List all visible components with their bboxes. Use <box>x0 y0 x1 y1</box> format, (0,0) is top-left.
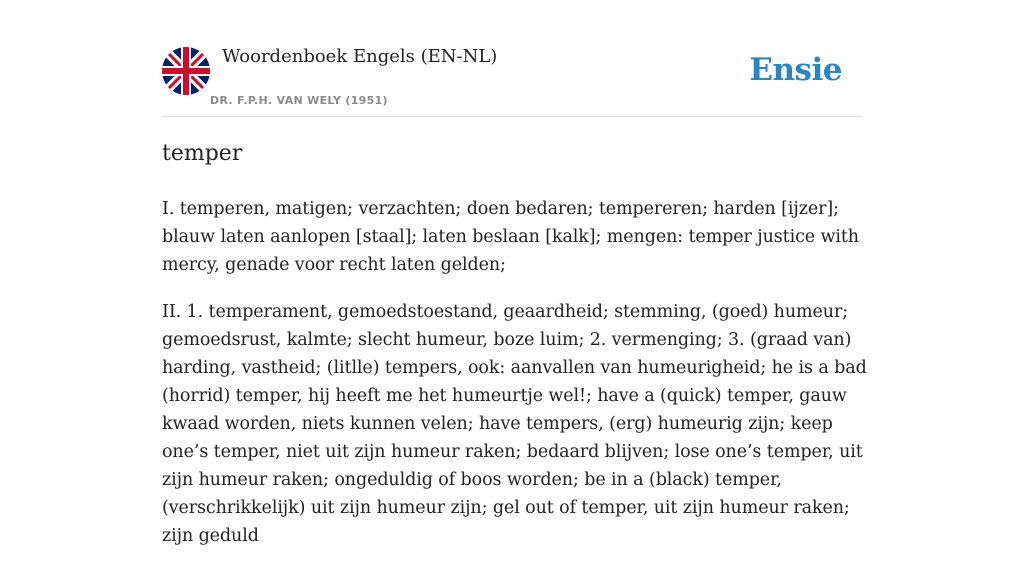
uk-flag-icon <box>162 47 210 95</box>
dictionary-header <box>162 44 862 117</box>
dictionary-title[interactable]: Woordenboek Engels (EN-NL) <box>222 46 498 67</box>
ensie-logo-link[interactable]: Ensie <box>749 52 842 88</box>
entry-headword: temper <box>162 141 243 166</box>
entry-content <box>162 138 872 569</box>
definition-paragraph: II. 1. temperament, gemoedstoestand, geaardheid; stemming, (goed) humeur; gemoedsrust, kalmte; slecht humeur, boze luim; 2. vermenging; 3. (graad van) harding, vastheid; (litlle) tempers, ook: aanvallen van humeurigheid; he is a bad (horrid) temper, hij heeft me het humeurtje wel!; have a (quick) temper, gauw kwaad worden, niets kunnen velen; have tempers, (erg) humeurig zijn; keep one’s temper, niet uit zijn humeur raken; bedaard blijven; lose one’s temper, uit zijn humeur raken; ongeduldig of boos worden; be in a (black) temper, (verschrikkelijk) uit zijn humeur zijn; gel out of temper, uit zijn humeur raken; zijn geduld <box>162 302 867 546</box>
dictionary-author: DR. F.P.H. VAN WELY (1951) <box>210 94 388 107</box>
definition-paragraph: I. temperen, matigen; verzachten; doen bedaren; tempereren; harden [ijzer]; blauw laten aanlopen [staal]; laten beslaan [kalk]; mengen: temper justice with mercy, genade voor recht laten gelden; <box>162 199 859 275</box>
